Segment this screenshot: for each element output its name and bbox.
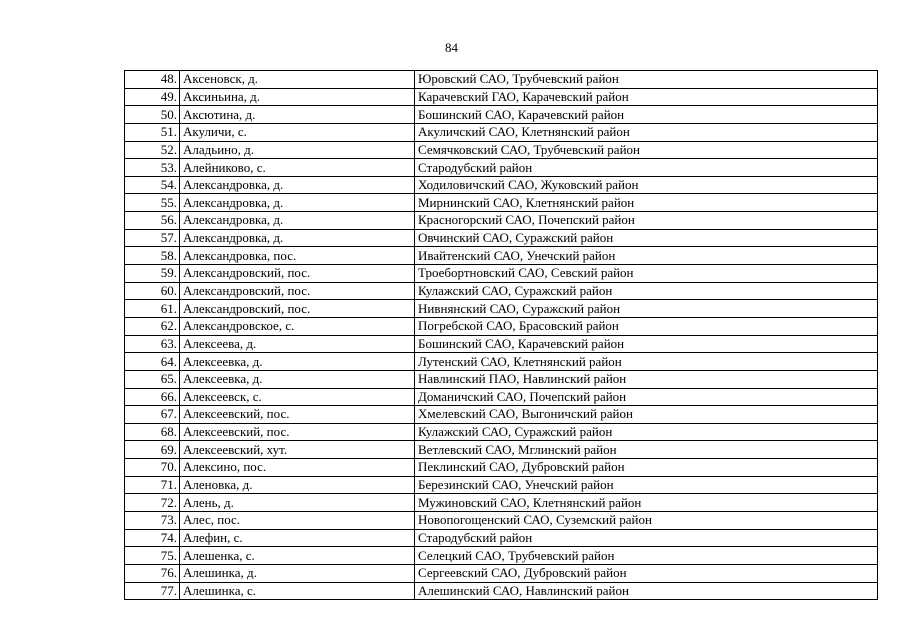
- district-cell: Навлинский ПАО, Навлинский район: [415, 370, 878, 388]
- district-cell: Бошинский САО, Карачевский район: [415, 335, 878, 353]
- district-cell: Овчинский САО, Суражский район: [415, 229, 878, 247]
- district-cell: Кулажский САО, Суражский район: [415, 282, 878, 300]
- table-row: [125, 212, 878, 230]
- row-number-cell: 75.: [125, 547, 180, 565]
- district-cell: Пеклинский САО, Дубровский район: [415, 459, 878, 477]
- row-number-cell: 67.: [125, 406, 180, 424]
- table-row: [125, 106, 878, 124]
- table-row: [125, 388, 878, 406]
- table-row: [125, 141, 878, 159]
- district-cell: Стародубский район: [415, 159, 878, 177]
- row-number-cell: 53.: [125, 159, 180, 177]
- settlement-name-cell: Алексеевка, д.: [180, 370, 415, 388]
- table-row: [125, 317, 878, 335]
- table-row: [125, 335, 878, 353]
- district-cell: Ивайтенский САО, Унечский район: [415, 247, 878, 265]
- settlement-name-cell: Алешинка, с.: [180, 582, 415, 600]
- settlement-register-table: [124, 70, 878, 600]
- table-row: [125, 123, 878, 141]
- row-number-cell: 71.: [125, 476, 180, 494]
- table-row: [125, 265, 878, 283]
- table-row: [125, 194, 878, 212]
- table-row: [125, 247, 878, 265]
- district-cell: Новопогощенский САО, Суземский район: [415, 512, 878, 530]
- district-cell: Алешинский САО, Навлинский район: [415, 582, 878, 600]
- district-cell: Бошинский САО, Карачевский район: [415, 106, 878, 124]
- table-row: [125, 459, 878, 477]
- district-cell: Селецкий САО, Трубчевский район: [415, 547, 878, 565]
- settlement-name-cell: Аленовка, д.: [180, 476, 415, 494]
- settlement-name-cell: Аксютина, д.: [180, 106, 415, 124]
- row-number-cell: 54.: [125, 176, 180, 194]
- table-row: [125, 282, 878, 300]
- district-cell: Березинский САО, Унечский район: [415, 476, 878, 494]
- row-number-cell: 73.: [125, 512, 180, 530]
- row-number-cell: 60.: [125, 282, 180, 300]
- row-number-cell: 63.: [125, 335, 180, 353]
- settlement-name-cell: Аксиньина, д.: [180, 88, 415, 106]
- settlement-name-cell: Алешенка, с.: [180, 547, 415, 565]
- district-cell: Мужиновский САО, Клетнянский район: [415, 494, 878, 512]
- settlement-name-cell: Алефин, с.: [180, 529, 415, 547]
- table-row: [125, 71, 878, 89]
- table-row: [125, 441, 878, 459]
- district-cell: Акуличский САО, Клетнянский район: [415, 123, 878, 141]
- settlement-name-cell: Алексеевский, пос.: [180, 423, 415, 441]
- table-row: [125, 547, 878, 565]
- row-number-cell: 69.: [125, 441, 180, 459]
- page-number: 84: [445, 40, 458, 55]
- row-number-cell: 68.: [125, 423, 180, 441]
- district-cell: Хмелевский САО, Выгоничский район: [415, 406, 878, 424]
- table-row: [125, 370, 878, 388]
- settlement-name-cell: Алейниково, с.: [180, 159, 415, 177]
- table-row: [125, 494, 878, 512]
- table-row: [125, 423, 878, 441]
- table-row: [125, 406, 878, 424]
- settlement-name-cell: Александровский, пос.: [180, 265, 415, 283]
- settlement-name-cell: Александровский, пос.: [180, 300, 415, 318]
- settlement-name-cell: Александровское, с.: [180, 317, 415, 335]
- row-number-cell: 56.: [125, 212, 180, 230]
- settlement-name-cell: Алексеевский, пос.: [180, 406, 415, 424]
- district-cell: Семячковский САО, Трубчевский район: [415, 141, 878, 159]
- row-number-cell: 50.: [125, 106, 180, 124]
- district-cell: Троебортновский САО, Севский район: [415, 265, 878, 283]
- district-cell: Красногорский САО, Почепский район: [415, 212, 878, 230]
- row-number-cell: 52.: [125, 141, 180, 159]
- table-row: [125, 300, 878, 318]
- settlement-name-cell: Александровка, д.: [180, 194, 415, 212]
- table-row: [125, 476, 878, 494]
- settlement-name-cell: Александровка, д.: [180, 229, 415, 247]
- row-number-cell: 61.: [125, 300, 180, 318]
- register-table-body: [125, 71, 878, 600]
- settlement-name-cell: Александровка, пос.: [180, 247, 415, 265]
- table-row: [125, 512, 878, 530]
- district-cell: Нивнянский САО, Суражский район: [415, 300, 878, 318]
- table-row: [125, 229, 878, 247]
- row-number-cell: 66.: [125, 388, 180, 406]
- settlement-name-cell: Аксеновск, д.: [180, 71, 415, 89]
- settlement-name-cell: Александровка, д.: [180, 176, 415, 194]
- district-cell: Доманичский САО, Почепский район: [415, 388, 878, 406]
- settlement-name-cell: Алексеевск, с.: [180, 388, 415, 406]
- settlement-name-cell: Алексеевка, д.: [180, 353, 415, 371]
- row-number-cell: 57.: [125, 229, 180, 247]
- settlement-name-cell: Алексеева, д.: [180, 335, 415, 353]
- row-number-cell: 55.: [125, 194, 180, 212]
- settlement-name-cell: Алень, д.: [180, 494, 415, 512]
- settlement-name-cell: Алексеевский, хут.: [180, 441, 415, 459]
- district-cell: Сергеевский САО, Дубровский район: [415, 564, 878, 582]
- district-cell: Ходиловичский САО, Жуковский район: [415, 176, 878, 194]
- settlement-name-cell: Аладьино, д.: [180, 141, 415, 159]
- row-number-cell: 64.: [125, 353, 180, 371]
- row-number-cell: 76.: [125, 564, 180, 582]
- row-number-cell: 48.: [125, 71, 180, 89]
- row-number-cell: 59.: [125, 265, 180, 283]
- settlement-name-cell: Александровский, пос.: [180, 282, 415, 300]
- district-cell: Погребской САО, Брасовский район: [415, 317, 878, 335]
- table-row: [125, 582, 878, 600]
- row-number-cell: 49.: [125, 88, 180, 106]
- row-number-cell: 58.: [125, 247, 180, 265]
- table-row: [125, 88, 878, 106]
- settlement-name-cell: Акуличи, с.: [180, 123, 415, 141]
- table-row: [125, 529, 878, 547]
- row-number-cell: 77.: [125, 582, 180, 600]
- settlement-name-cell: Александровка, д.: [180, 212, 415, 230]
- settlement-name-cell: Алешинка, д.: [180, 564, 415, 582]
- table-row: [125, 159, 878, 177]
- district-cell: Карачевский ГАО, Карачевский район: [415, 88, 878, 106]
- row-number-cell: 62.: [125, 317, 180, 335]
- settlement-name-cell: Алексино, пос.: [180, 459, 415, 477]
- district-cell: Кулажский САО, Суражский район: [415, 423, 878, 441]
- row-number-cell: 51.: [125, 123, 180, 141]
- district-cell: Стародубский район: [415, 529, 878, 547]
- row-number-cell: 70.: [125, 459, 180, 477]
- district-cell: Юровский САО, Трубчевский район: [415, 71, 878, 89]
- district-cell: Лутенский САО, Клетнянский район: [415, 353, 878, 371]
- table-row: [125, 353, 878, 371]
- district-cell: Ветлевский САО, Мглинский район: [415, 441, 878, 459]
- row-number-cell: 74.: [125, 529, 180, 547]
- district-cell: Мирнинский САО, Клетнянский район: [415, 194, 878, 212]
- settlement-name-cell: Алес, пос.: [180, 512, 415, 530]
- table-row: [125, 176, 878, 194]
- table-row: [125, 564, 878, 582]
- row-number-cell: 72.: [125, 494, 180, 512]
- row-number-cell: 65.: [125, 370, 180, 388]
